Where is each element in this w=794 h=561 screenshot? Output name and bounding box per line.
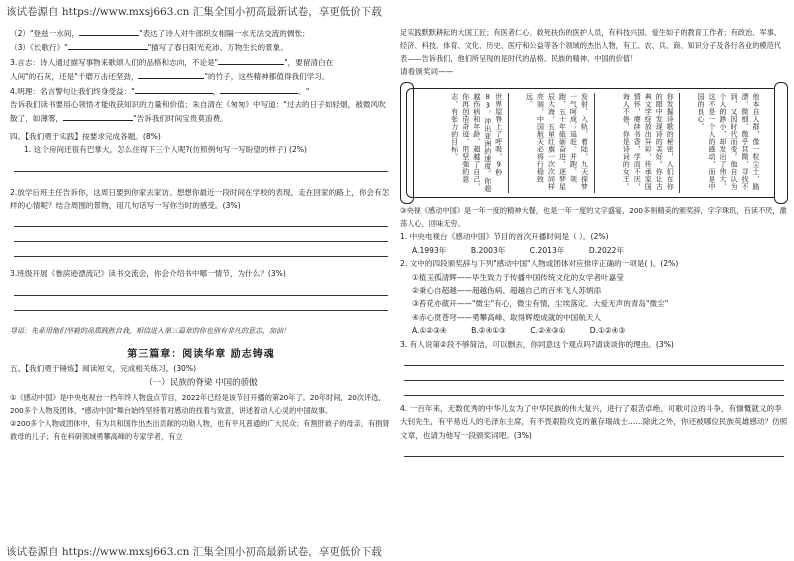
option-a: A.1993年: [412, 245, 447, 255]
poem-line-2: （2）"登兹一水间， "表达了诗人对牛郎织女相隔一水无法交流的惆怅；: [10, 26, 392, 40]
question-4-line-2: 告诉我们读书要用心领悟才能收获知识的力量和价值；朱自清在《匆匆》中写道："过去的日子如轻烟，被微风吹散了，如薄雾， "告诉我们时间宝贵莫浪费。: [10, 100, 386, 124]
section-5-heading: 五、【我们勇于锤炼】阅读短文，完成相关练习。(30%): [10, 363, 197, 373]
question-3-line-1: 3.言志：诗人通过描写事物来歌颂人们的品格和志向，不论是" "，要留清白在: [10, 55, 392, 69]
option-c: C.2013年: [529, 245, 565, 255]
scroll-roll-right: [774, 82, 788, 204]
answer-line: [14, 212, 388, 227]
s4-question-1: 1. 这个房间还很有巴掌大，怎么住得下三个人呢?(仿照例句写一写盼望的样子) (2%): [24, 145, 307, 155]
section-4-heading: 四、【我们勇于实践】按要求完成各题。(8%): [10, 131, 161, 141]
award-text-2: 发射、入轨、着陆，九天探梦一气呵成；追赶、并跑、领跑，五十年砥砺奋进，逐梦星辰大海，五星红旗一次次同样亮丽，中国航天必将行稳致远。: [509, 93, 595, 193]
r-question-2-item-1: ①植玉孤清辉——毕生致力于传播中国传统文化的女学者叶嘉莹: [412, 272, 624, 282]
chapter-title: 第三篇章：阅读华章 励志铸魂: [127, 349, 275, 361]
left-column: [10, 26, 392, 539]
answer-line: [404, 366, 784, 381]
answer-line: [404, 442, 784, 457]
award-text-3: 你发掘诗歌的秘密，人们在你的眼中发现诗的美好。你让古典文学绽放出异彩，传承家国情怀，赓续书香，学而不厌，诲人不倦，你是诗词的女王。: [595, 93, 681, 193]
passage-paragraph-2: ②200多个人物或团体中，有为共和国作出杰出贡献的功勋人物，也有平凡普通的广大民众；有割肝救子的母亲，有捐肾救母的儿子；有在科研领域勇攀高峰的专家学者，有立: [10, 418, 390, 441]
passage-paragraph-2-cont: 足实践默默耕耘的大国工匠；有医者仁心、救死扶伤的医护人员，有科技兴国、爱生如子的教育工作者；有政治、军事、经济、科技、体育、文化、历史、医疗和公益等各个领域的杰出人物，有工、农、兵、商、知识分子及各行各业的模范代表——告诉我们，他们所呈现的是时代的品格、民族的精神、中国的价值！: [400, 28, 781, 63]
option-c: C.②④③①: [530, 326, 566, 336]
bottom-banner: 该试卷源自 https://www.mxsj663.cn 汇集全国小初高最新试卷，享更低价下载: [6, 546, 382, 558]
poem-line-3: （3）《长歌行》" "描写了春日阳光充沛、万物生长的景象。: [10, 40, 392, 54]
answer-line: [14, 296, 388, 311]
right-column: [400, 26, 788, 539]
scroll-body: [406, 88, 782, 198]
r-question-2-options: [400, 324, 788, 337]
top-banner: 该试卷源自 https://www.mxsj663.cn 汇集全国小初高最新试卷，享更低价下载: [6, 6, 382, 18]
option-b: B.②④①③: [471, 326, 506, 336]
s4-question-2: 2.放学后班主任告诉你，这周日要到你家去家访。想想你最近一段时间在学校的表现，走在回家的路上，你会有怎样的心情呢？结合周围的景物，用几句话写一写你当时的感受。(3%): [10, 187, 390, 211]
answer-line: [14, 242, 388, 257]
passage-paragraph-3: ③央视《感动中国》是一年一度的精神大餐，也是一年一度的文字盛宴，200多则精美的颁奖辞，字字珠玑，百读不厌，激荡人心，回味无穷。: [400, 206, 787, 229]
r-question-1: 1. 中央电视台《感动中国》节目的首次开播时间是（ ）。(2%): [400, 232, 609, 242]
passage-paragraph-1: ①《感动中国》是中央电视台一档年终人物盘点节目，2022年已经是该节目开播的第20年了。20年时间，20次评选，200多个人物及团体，"感动中国"舞台始终坚持着对感动的找着与致意，讲述着动人心灵的中国故事。: [10, 392, 386, 415]
r-question-2: 2. 文中的四段颁奖辞与下列"感动中国"人物或团体对应排序正确的一项是( )。(2%): [400, 259, 679, 269]
r-question-2-item-2: ②秉心自超越——超越伤病、超越自己的百米飞人苏炳添: [412, 286, 602, 296]
r-question-1-options: [400, 244, 788, 257]
option-a: A.①②③④: [412, 326, 447, 336]
guide-note: 导语：先辈用他们坚毅的品质践胜自我，相信进入第三篇章的你也别有非凡的意志，加油！: [10, 326, 290, 335]
option-b: B.2003年: [470, 245, 506, 255]
passage-title: （一）民族的脊梁 中国的骄傲: [144, 378, 258, 389]
award-intro: 请看颁奖词——: [400, 67, 454, 76]
r-question-3: 3. 有人说第②段不够简洁，可以删去，你同意这个观点吗?请谈谈你的理由。(3%): [400, 339, 674, 349]
option-d: D.①②④③: [589, 326, 626, 336]
r-question-2-item-4: ④赤心贯苍穹——勇攀高峰、取得辉煌成就的中国航天人: [412, 312, 602, 322]
s4-question-3: 3.班级开展《鲁滨逊漂流记》读书交流会，你会介绍书中哪一情节，为什么？(3%): [10, 269, 286, 279]
answer-line: [14, 157, 388, 172]
question-3-line-2: 人间"的石灰，还是"千磨万击还坚劲， "的竹子，这些精神都值得我们学习。: [10, 69, 392, 83]
option-d: D.2022年: [588, 245, 625, 255]
question-4-line-1: 4.明理：名言警句让我们终身受益：" ， 。": [10, 84, 392, 98]
answer-line: [404, 351, 784, 366]
award-scroll: [400, 82, 788, 204]
answer-line: [14, 227, 388, 242]
answer-line: [14, 281, 388, 296]
award-text-1: 世界屋脊上了呼吸，9秒83，冲出亚洲的速度。你超越伤病和年龄，超越了自己，你再创造奇迹，用坚强的意志，有张力的目标。: [423, 93, 509, 193]
r-question-4: 4. 一百年来，无数优秀的中华儿女为了中华民族的伟大复兴，进行了艰苦卓绝、可歌可泣的斗争，有慷慨就义的李大钊先生，有平易近人的毛泽东主席，有不畏艰险攻克的董存瑞战士……除此之外，你还被哪位民族英雄感动？仿照文章，也请为他写一段颁奖词吧。(3%): [400, 404, 788, 440]
r-question-2-item-3: ③苔花亦葳开——"微尘"有心，微尘有情，尘埃落定、大爱无声的青岛"微尘": [412, 299, 669, 309]
award-text-4: 他本自人群，像一粒尘土，路漂、微细、微乎其微，寻找不到，又因时代而变。他自认为个人的渺小，却发出了伟大，这不是一个人的感动，而是中国的良心。: [697, 93, 760, 191]
answer-line: [404, 381, 784, 396]
